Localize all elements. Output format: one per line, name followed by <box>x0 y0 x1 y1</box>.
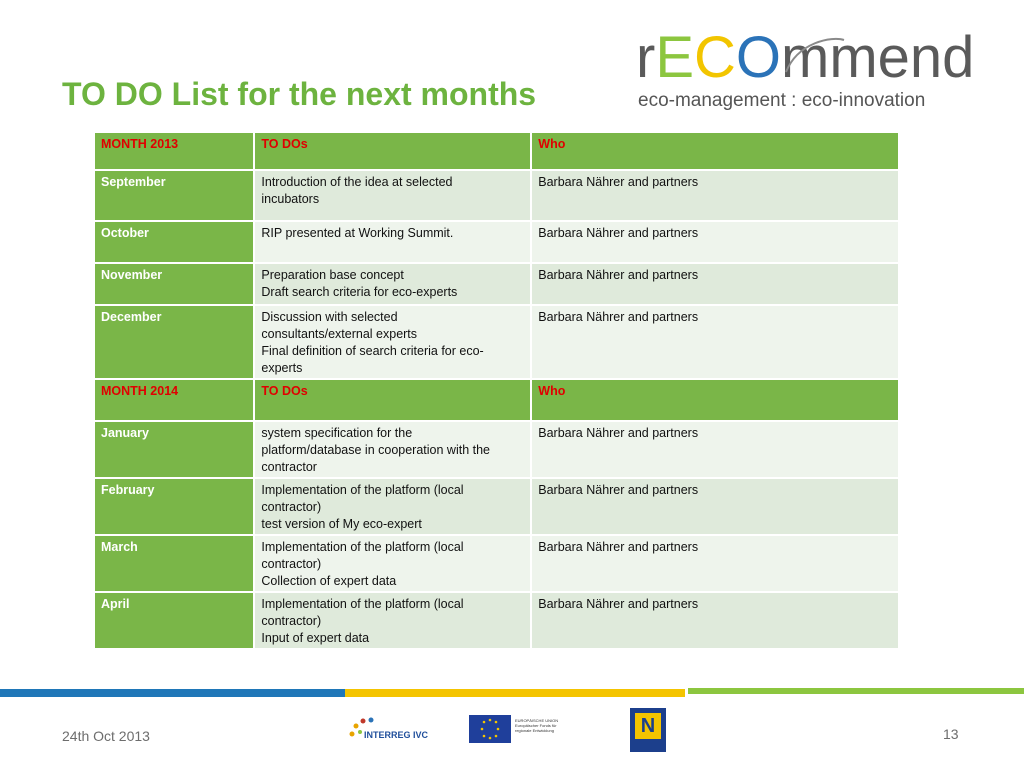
table-row <box>94 535 899 592</box>
todo-line: Discussion with selected <box>261 310 398 324</box>
month-cell: January <box>94 421 254 478</box>
page-number: 13 <box>943 726 959 742</box>
table-row <box>94 221 899 263</box>
todo-line: Preparation base concept <box>261 268 404 282</box>
todo-line: Draft search criteria for eco-experts <box>261 285 458 299</box>
todo-line: Input of expert data <box>261 631 370 645</box>
month-cell: March <box>94 535 254 592</box>
table-row <box>94 478 899 535</box>
who-cell: Barbara Nährer and partners <box>531 592 899 649</box>
logo-wordmark: rECOmmend <box>636 25 975 90</box>
todo-header-cell <box>254 379 531 421</box>
table-row <box>94 305 899 379</box>
interreg-text: INTERREG IVC <box>364 730 429 740</box>
who-header-cell: Who <box>531 132 899 170</box>
todo-line: test version of My eco-expert <box>261 517 422 531</box>
table-row <box>94 263 899 305</box>
who-cell: Barbara Nährer and partners <box>531 535 899 592</box>
logo-tagline: eco-management : eco-innovation <box>638 90 926 111</box>
interreg-logo <box>346 714 430 748</box>
slide-title: TO DO List for the next months <box>62 76 537 112</box>
who-cell: Barbara Nährer and partners <box>531 421 899 478</box>
month-cell: September <box>94 170 254 221</box>
who-header-cell: Who <box>531 379 899 421</box>
todo-line: contractor) <box>261 614 322 628</box>
month-cell: April <box>94 592 254 649</box>
todo-cell <box>254 478 531 535</box>
lower-austria-logo <box>630 708 666 752</box>
todo-cell <box>254 305 531 379</box>
footer-bar-yellow <box>345 689 685 697</box>
eu-text: EUROPÄISCHE UNION Europäischer Fonds für regionale Entwicklung <box>515 718 559 733</box>
who-cell: Barbara Nährer and partners <box>531 305 899 379</box>
noe-letter: N <box>635 713 661 739</box>
todo-cell <box>254 421 531 478</box>
todo-line: TO DOs <box>261 137 308 151</box>
todo-cell <box>254 263 531 305</box>
recommend-logo <box>630 26 980 118</box>
todo-cell <box>254 221 531 263</box>
month-header-cell: MONTH 2014 <box>94 379 254 421</box>
who-cell: Barbara Nährer and partners <box>531 478 899 535</box>
eu-logo <box>469 715 563 745</box>
todo-line: Introduction of the idea at selected <box>261 175 453 189</box>
todo-header-cell <box>254 132 531 170</box>
footer-date: 24th Oct 2013 <box>62 728 150 744</box>
todo-line: TO DOs <box>261 384 308 398</box>
todo-line: contractor) <box>261 500 322 514</box>
todo-table <box>93 131 900 650</box>
month-cell: October <box>94 221 254 263</box>
table-row <box>94 592 899 649</box>
month-header-cell: MONTH 2013 <box>94 132 254 170</box>
table-header-row <box>94 379 899 421</box>
todo-line: Final definition of search criteria for eco- <box>261 344 484 358</box>
table-header-row <box>94 132 899 170</box>
todo-cell <box>254 535 531 592</box>
month-cell: February <box>94 478 254 535</box>
todo-line: platform/database in cooperation with the <box>261 443 491 457</box>
who-cell: Barbara Nährer and partners <box>531 170 899 221</box>
todo-line: contractor <box>261 460 317 474</box>
table-row <box>94 421 899 478</box>
footer-bar-green <box>688 688 1024 694</box>
todo-line: Implementation of the platform (local <box>261 597 464 611</box>
month-cell: December <box>94 305 254 379</box>
todo-line: Collection of expert data <box>261 574 397 588</box>
logo-swoosh-icon <box>780 32 850 92</box>
todo-line: system specification for the <box>261 426 413 440</box>
who-cell: Barbara Nährer and partners <box>531 263 899 305</box>
todo-line: Implementation of the platform (local <box>261 483 464 497</box>
todo-line: Implementation of the platform (local <box>261 540 464 554</box>
who-cell: Barbara Nährer and partners <box>531 221 899 263</box>
eu-flag-icon <box>469 715 511 743</box>
todo-cell <box>254 592 531 649</box>
todo-cell <box>254 170 531 221</box>
footer-bar-blue <box>0 689 345 697</box>
todo-line: experts <box>261 361 303 375</box>
todo-line: RIP presented at Working Summit. <box>261 226 454 240</box>
todo-line: incubators <box>261 192 320 206</box>
todo-line: consultants/external experts <box>261 327 418 341</box>
table-row <box>94 170 899 221</box>
month-cell: November <box>94 263 254 305</box>
todo-line: contractor) <box>261 557 322 571</box>
